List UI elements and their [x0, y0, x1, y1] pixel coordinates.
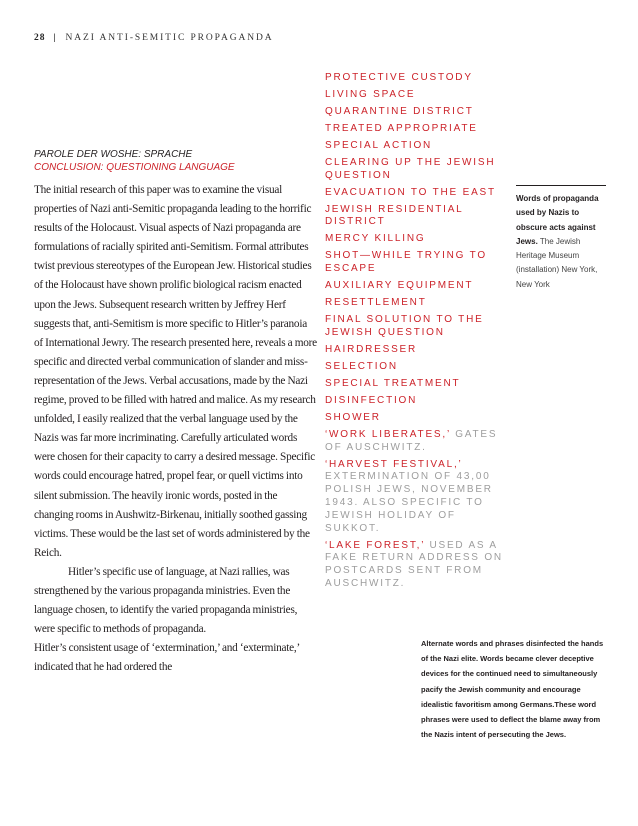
- word-entry: [325, 89, 515, 102]
- callout-note: Alternate words and phrases disinfected the hands of the Nazi elite. Words became clever deceptive devices for the continued need to simultaneously pacify the Jewish community and encourage idealistic favoritism among Germans.These word phrases were used to deflect the blame away from the Nazis intent of persecuting the Jews.: [421, 639, 604, 740]
- word-term: TREATED APPROPRIATE: [325, 122, 478, 134]
- word-term: MERCY KILLING: [325, 233, 426, 245]
- word-entry: [325, 361, 515, 374]
- word-term: FINAL SOLUTION TO THE JEWISH QUESTION: [325, 314, 484, 338]
- section-title: CONCLUSION: QUESTIONING LANGUAGE: [34, 162, 235, 173]
- section-heading: [34, 148, 314, 174]
- header-separator: |: [53, 33, 58, 43]
- caption-bold: Words of propaganda used by Nazis to obscure acts against Jews.: [516, 194, 599, 246]
- word-entry: [325, 344, 515, 357]
- word-term: EVACUATION TO THE EAST: [325, 186, 496, 198]
- page-number: 28: [34, 33, 46, 43]
- word-term: AUXILIARY EQUIPMENT: [325, 280, 474, 292]
- word-term: ‘HARVEST FESTIVAL,’: [325, 458, 463, 470]
- word-term: LIVING SPACE: [325, 88, 416, 100]
- side-caption: [516, 185, 606, 292]
- running-title: NAZI ANTI-SEMITIC PROPAGANDA: [65, 33, 274, 43]
- word-term: PROTECTIVE CUSTODY: [325, 72, 473, 83]
- body-paragraph-1: The initial research of this paper was to examine the visual properties of Nazi anti-Semitic propaganda leading to the horrific results of the Holocaust. Visual aspects of Nazi propaganda are formulations of racially spirited anti-Semitism. Formal attributes twist previous stereotypes of the European Jew. Historical studies of the Holocaust have shown prolific biological racism enacted upon the Jews. Subsequent research written by Jeffrey Herf suggests that, anti-Semitism is more specific to Hitler’s paranoia of International Jewry. The research presented here, reveals a more specific and directed verbal communication of slander and miss-representation of the Jews. Verbal accusations, made by the Nazi regime, proved to be filled with hatred and malice. As my research unfolded, I easily realized that the verbal language used by the Nazis was far more incriminating. Carefully articulated words were chosen for their capacity to carry a desired message. Specific words could encourage hatred, propel fear, or quell victims into silent submission. The heavily ironic words, posted in the changing rooms in Aushwitz-Birkenau, initially soothed gassing victims. These would be the last set of words administered by the Reich.: [34, 184, 317, 559]
- word-term: SHOWER: [325, 411, 381, 423]
- word-note: EXTERMINATION OF 43,00 POLISH JEWS, NOVEMBER 1943. ALSO SPECIFIC TO JEWISH HOLIDAY OF SUKKOT.: [325, 471, 493, 534]
- word-entry: [325, 233, 515, 246]
- word-entry: [325, 106, 515, 119]
- word-entry: [325, 297, 515, 310]
- word-entry: [325, 412, 515, 425]
- word-note: GATES OF AUSCHWITZ.: [325, 428, 498, 453]
- word-entry: [325, 459, 515, 536]
- running-header: [34, 33, 274, 43]
- caption-credit: The Jewish Heritage Museum (installation) New York, New York: [516, 236, 598, 289]
- body-column: [34, 181, 318, 677]
- section-label: PAROLE DER WOSHE: SPRACHE: [34, 149, 193, 160]
- word-term: CLEARING UP THE JEWISH QUESTION: [325, 156, 496, 181]
- word-entry: [325, 395, 515, 408]
- body-paragraph-3: Hitler’s consistent usage of ‘extermination,’ and ‘exterminate,’ indicated that he had ordered the: [34, 642, 300, 674]
- body-paragraph-2: Hitler’s specific use of language, at Nazi rallies, was strengthened by the various propaganda ministries. Even the language chosen, to identify the varied propaganda ministries, were specific to methods of propaganda.: [34, 565, 298, 636]
- word-entry: [325, 378, 515, 391]
- word-term: RESETTLEMENT: [325, 297, 427, 309]
- word-term: HAIRDRESSER: [325, 343, 418, 355]
- word-entry: [325, 280, 515, 293]
- word-entry: [325, 140, 515, 153]
- word-term: SELECTION: [325, 360, 398, 372]
- word-term: SPECIAL ACTION: [325, 139, 433, 151]
- word-note: USED AS A FAKE RETURN ADDRESS ON POSTCARDS SENT FROM AUSCHWITZ.: [325, 539, 503, 590]
- word-entry: [325, 123, 515, 136]
- word-term: DISINFECTION: [325, 394, 418, 406]
- word-entry: [325, 540, 515, 591]
- word-entry: [325, 314, 515, 340]
- word-entry: [325, 72, 515, 85]
- word-entry: [325, 187, 515, 200]
- word-entry: [325, 157, 515, 183]
- word-term: ‘WORK LIBERATES,’: [325, 428, 451, 440]
- word-term: ‘LAKE FOREST,’: [325, 539, 425, 551]
- word-term: QUARANTINE DISTRICT: [325, 105, 474, 117]
- propaganda-word-list: [325, 72, 515, 595]
- word-term: SPECIAL TREATMENT: [325, 377, 461, 389]
- word-entry: [325, 250, 515, 276]
- word-term: JEWISH RESIDENTIAL DISTRICT: [325, 203, 464, 228]
- word-term: SHOT—WHILE TRYING TO ESCAPE: [325, 250, 487, 275]
- word-entry: [325, 429, 515, 455]
- word-entry: [325, 204, 515, 230]
